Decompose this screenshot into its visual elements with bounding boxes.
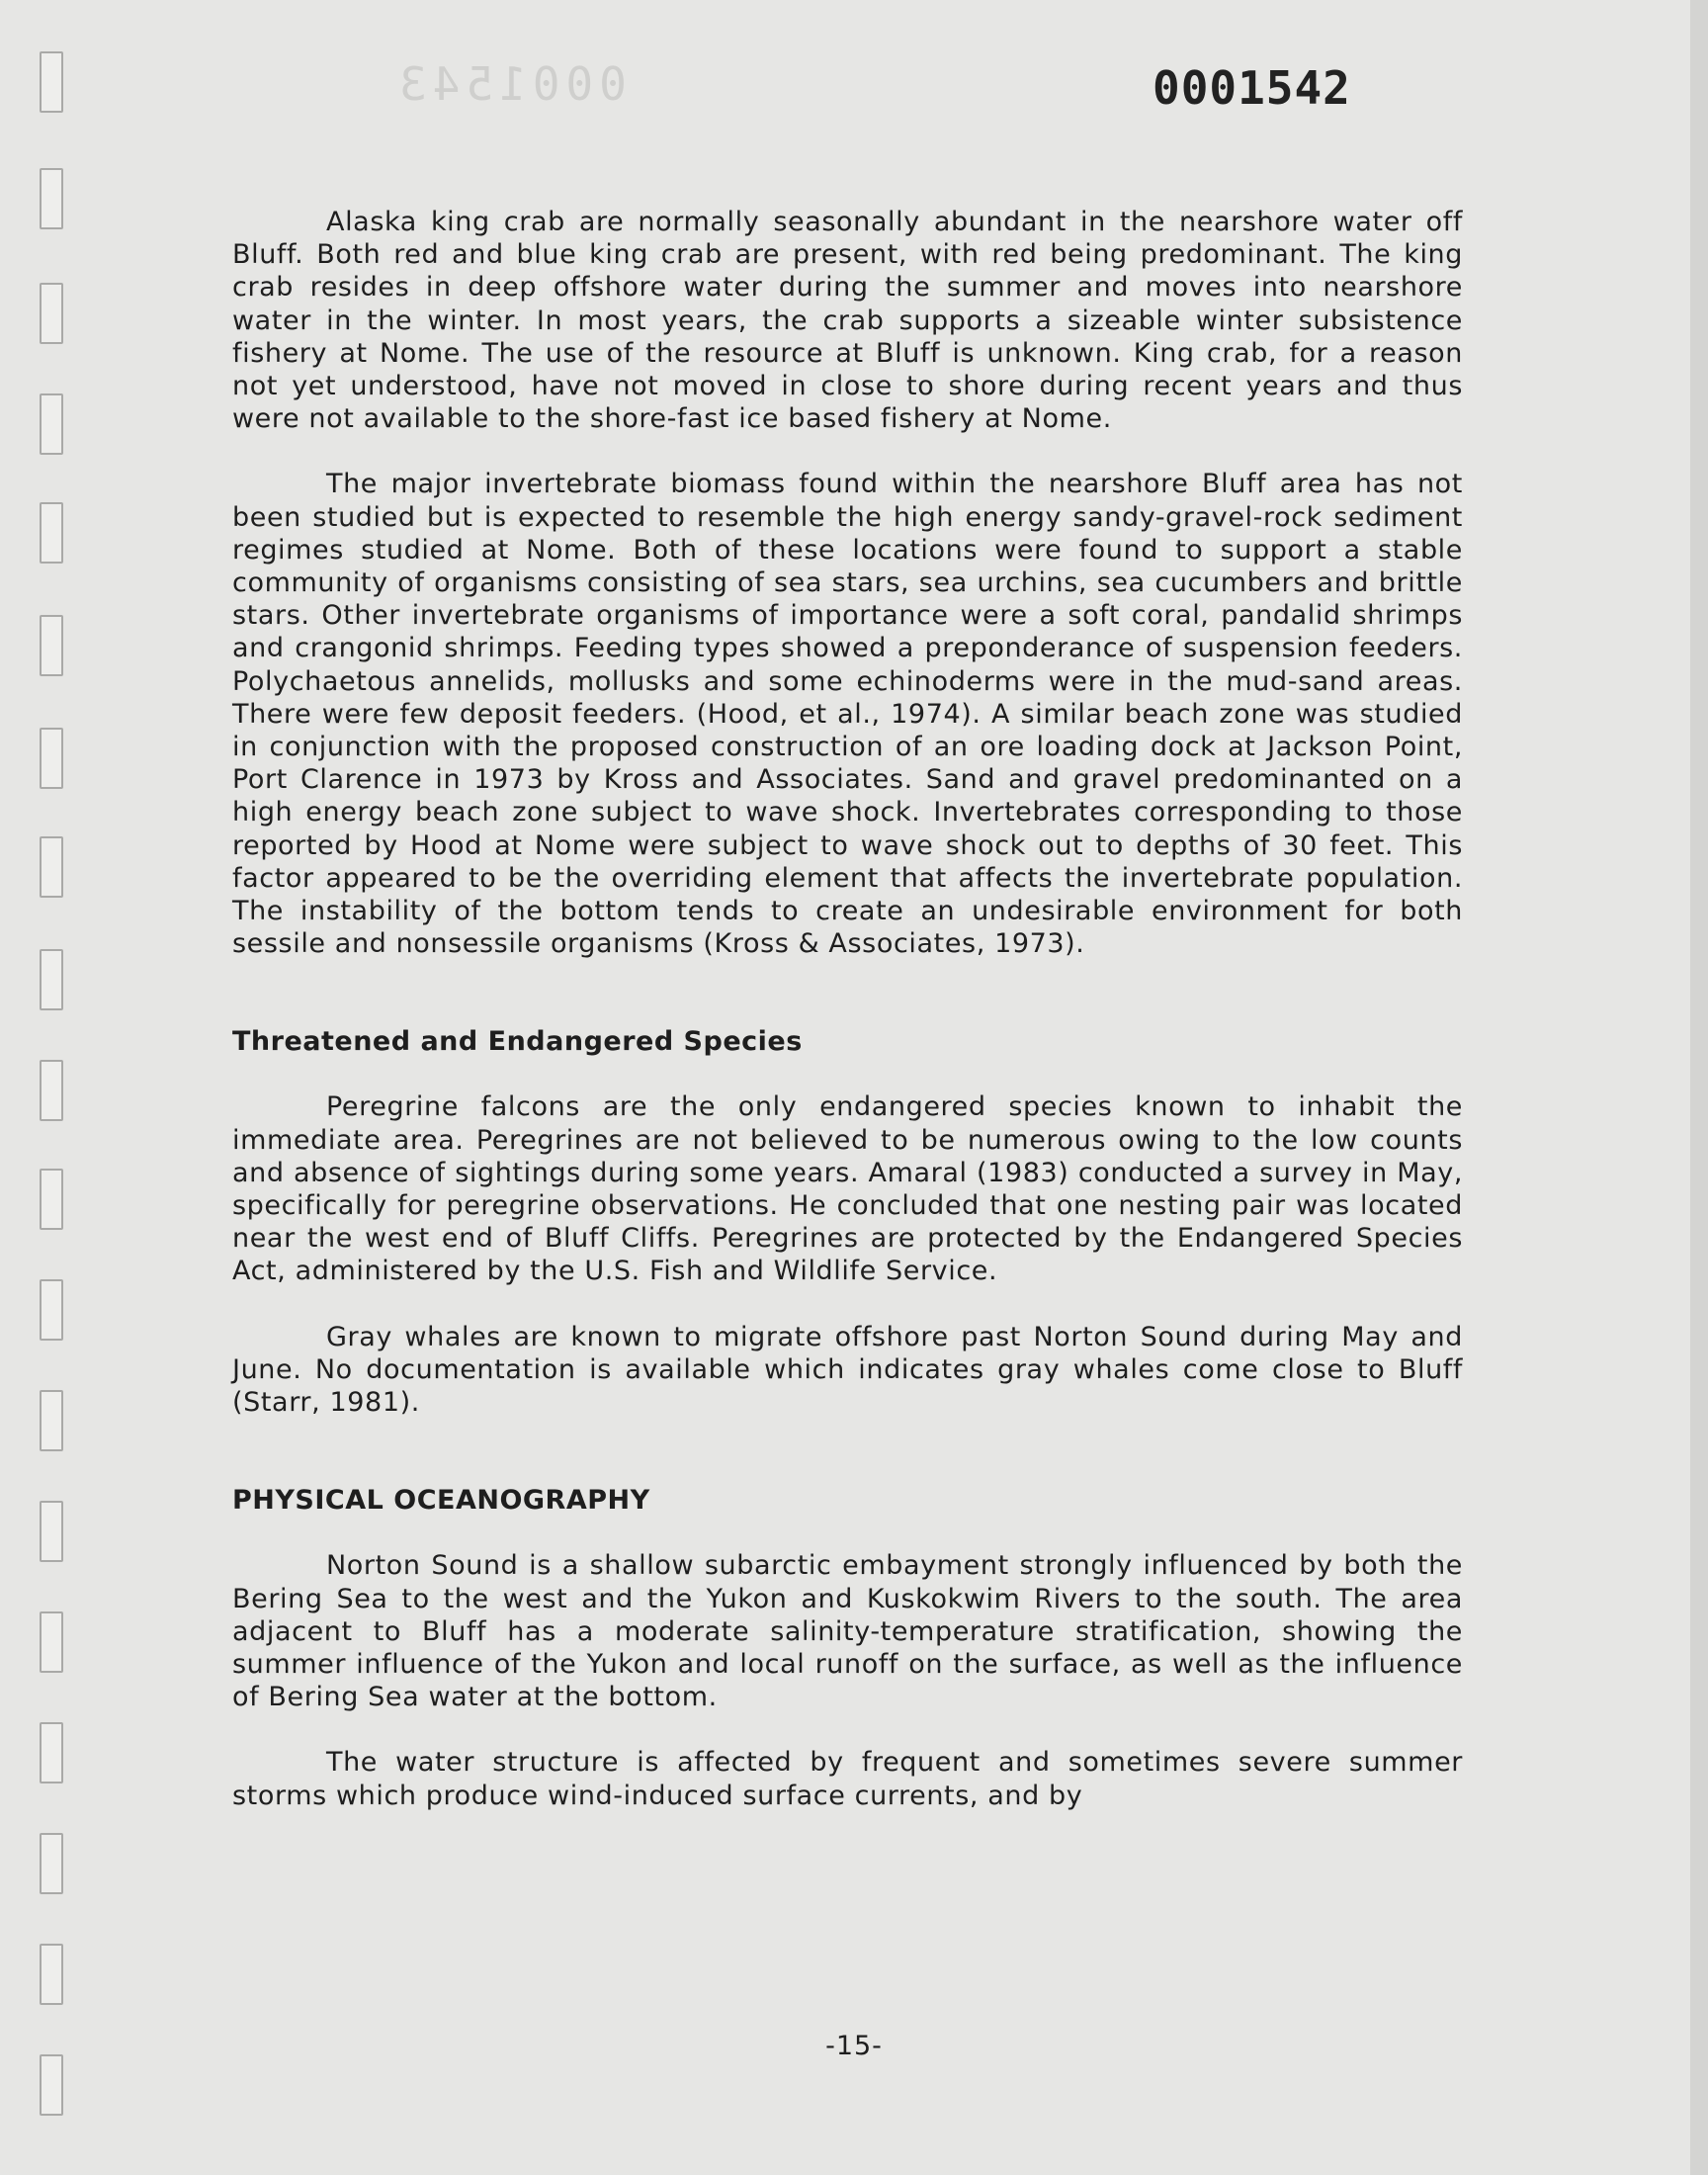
punch-hole: [40, 949, 63, 1010]
paragraph-king-crab: Alaska king crab are normally seasonally abundant in the nearshore water off Bluff. Both red and blue king crab are present, with red being predominant. The king crab resides in deep offshore water during the summer and moves into nearshore water in the winter. In most years, the crab supports a sizeable winter subsistence fishery at Nome. The use of the resource at Bluff is unknown. King crab, for a reason not yet understood, have not moved in close to shore during recent years and thus were not available to the shore-fast ice based fishery at Nome.: [232, 207, 1463, 435]
punch-hole: [40, 615, 63, 676]
bleed-through-number: 0001543: [393, 57, 627, 111]
punch-hole: [40, 1833, 63, 1894]
punch-hole: [40, 1944, 63, 2005]
punch-hole: [40, 502, 63, 564]
punch-hole: [40, 836, 63, 898]
punch-hole: [40, 1390, 63, 1451]
punch-hole: [40, 283, 63, 344]
paragraph-gray-whales: Gray whales are known to migrate offshore past Norton Sound during May and June. No documentation is available which indicates gray whales come close to Bluff (Starr, 1981).: [232, 1321, 1463, 1419]
binder-punch-holes: [40, 0, 69, 2175]
punch-hole: [40, 1611, 63, 1673]
paragraph-invertebrate-biomass: The major invertebrate biomass found within the nearshore Bluff area has not been studied but is expected to resemble the high energy sandy-gravel-rock sediment regimes studied at Nome. Both of these locations were found to support a stable community of organisms consisting of sea stars, sea urchins, sea cucumbers and brittle stars. Other invertebrate organisms of importance were a soft coral, pandalid shrimps and crangonid shrimps. Feeding types showed a preponderance of suspension feeders. Polychaetous annelids, mollusks and some echinoderms were in the mud-sand areas. There were few deposit feeders. (Hood, et al., 1974). A similar beach zone was studied in conjunction with the proposed construction of an ore loading dock at Jackson Point, Port Clarence in 1973 by Kross and Associates. Sand and gravel predominanted on a high energy beach zone subject to wave shock. Invertebrates corresponding to those reported by Hood at Nome were subject to wave shock out to depths of 30 feet. This factor appeared to be the overriding element that affects the invertebrate population. The instability of the bottom tends to create an undesirable environment for both sessile and nonsessile organisms (Kross & Associates, 1973).: [232, 469, 1463, 960]
punch-hole: [40, 728, 63, 789]
punch-hole: [40, 168, 63, 229]
punch-hole: [40, 1722, 63, 1784]
section-heading-threatened-species: Threatened and Endangered Species: [232, 1026, 803, 1058]
paragraph-water-structure: The water structure is affected by frequent and sometimes severe summer storms which produce wind-induced surface currents, and by: [232, 1747, 1463, 1811]
paragraph-peregrine-falcons: Peregrine falcons are the only endangered species known to inhabit the immediate area. Peregrines are not believed to be numerous owing to the low counts and absence of sightings during some years. Amaral (1983) conducted a survey in May, specifically for peregrine observations. He concluded that one nesting pair was located near the west end of Bluff Cliffs. Peregrines are protected by the Endangered Species Act, administered by the U.S. Fish and Wildlife Service.: [232, 1091, 1463, 1287]
punch-hole: [40, 1060, 63, 1121]
punch-hole: [40, 393, 63, 455]
page-content: [232, 206, 1463, 1812]
page-number: -15-: [825, 2031, 883, 2061]
punch-hole: [40, 1169, 63, 1230]
section-heading-physical-oceanography: PHYSICAL OCEANOGRAPHY: [232, 1485, 650, 1517]
punch-hole: [40, 2054, 63, 2116]
page-edge-shadow: [1690, 0, 1708, 2175]
punch-hole: [40, 1279, 63, 1341]
paragraph-norton-sound: Norton Sound is a shallow subarctic embayment strongly influenced by both the Bering Sea to the west and the Yukon and Kuskokwim Rivers to the south. The area adjacent to Bluff has a moderate salinity-temperature stratification, showing the summer influence of the Yukon and local runoff on the surface, as well as the influence of Bering Sea water at the bottom.: [232, 1550, 1463, 1713]
punch-hole: [40, 51, 63, 113]
document-number: 0001542: [1153, 61, 1351, 115]
punch-hole: [40, 1501, 63, 1562]
